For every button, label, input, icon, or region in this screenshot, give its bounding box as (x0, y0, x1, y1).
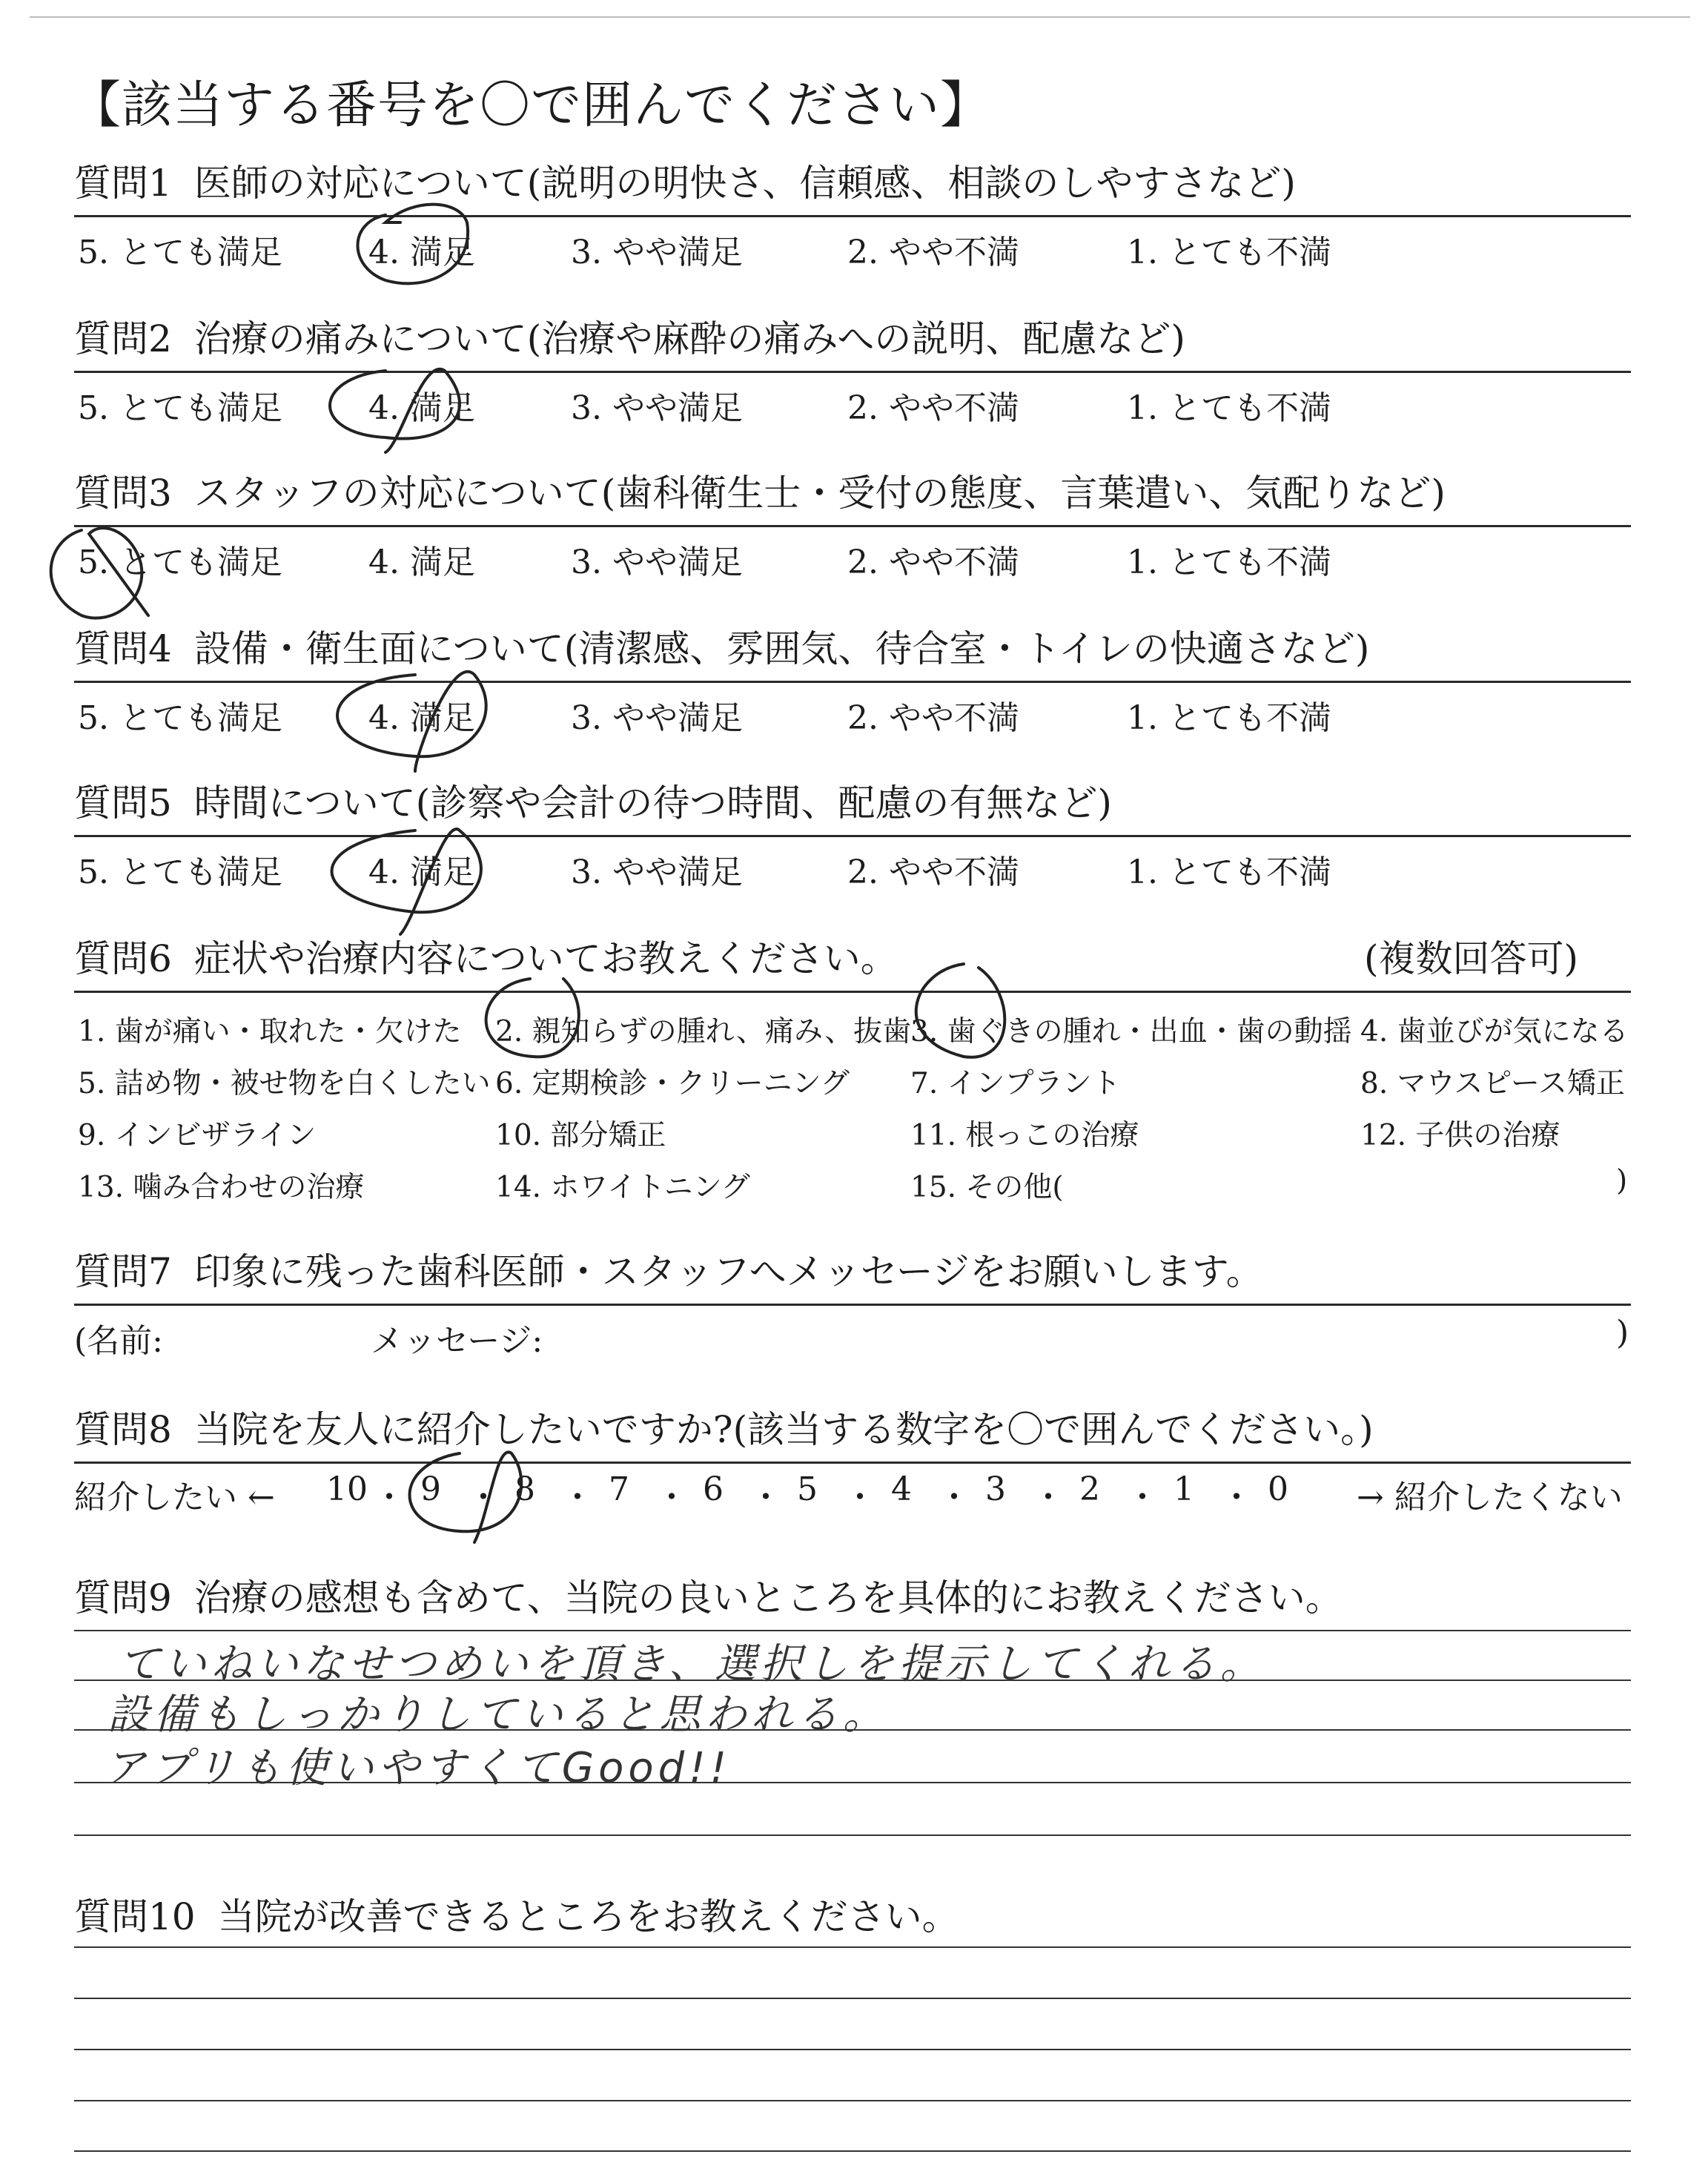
question-9 (74, 1576, 1631, 1619)
option-5[interactable]: 5. とても満足 (78, 853, 282, 891)
other-close-paren: ) (1616, 1164, 1628, 1198)
scale-separator: ・ (655, 1479, 688, 1516)
question-6 (74, 937, 1631, 1204)
message-label: メッセージ: (371, 1322, 543, 1360)
question-8 (74, 1408, 1631, 1516)
symptom-option[interactable]: 13. 噛み合わせの治療 (78, 1171, 365, 1204)
scale-value-8[interactable]: 8 (514, 1470, 535, 1508)
question-number: 質問4 (74, 627, 172, 670)
question-rule (74, 835, 1631, 837)
question-text: 医師の対応について(説明の明快さ、信頼感、相談のしやすさなど) (193, 162, 1296, 205)
scale-separator: ・ (938, 1479, 970, 1516)
question-number: 質問5 (74, 782, 172, 825)
option-2[interactable]: 2. やや不満 (847, 699, 1019, 737)
top-border (30, 16, 1690, 18)
question-rule (74, 215, 1631, 217)
question-text: スタッフの対応について(歯科衛生士・受付の態度、言葉遣い、気配りなど) (193, 472, 1446, 515)
option-1[interactable]: 1. とても不満 (1127, 389, 1331, 427)
rating-options (74, 225, 1334, 270)
scale-separator: ・ (1126, 1479, 1159, 1516)
answer-line (74, 1946, 1631, 1948)
handwritten-answer-line: 設備もしっかりしていると思われる。 (107, 1691, 889, 1739)
symptom-option[interactable]: 3. 歯ぐきの腫れ・出血・歯の動揺 (910, 1015, 1352, 1048)
scale-value-4[interactable]: 4 (891, 1470, 912, 1508)
scale-value-5[interactable]: 5 (797, 1470, 818, 1508)
form-header: 【該当する番号を〇で囲んでください】 (70, 76, 992, 135)
question-text: 時間について(診察や会計の待つ時間、配慮の有無など) (193, 782, 1112, 825)
recommend-right-label: → 紹介したくない (1357, 1479, 1623, 1516)
question-title (74, 1408, 1631, 1451)
question-rule (74, 681, 1631, 683)
answer-line (74, 1834, 1631, 1836)
option-5[interactable]: 5. とても満足 (78, 389, 282, 427)
scale-separator: ・ (373, 1479, 406, 1516)
option-4[interactable]: 4. 満足 (368, 544, 475, 581)
question-number: 質問10 (74, 1895, 196, 1938)
question-title (74, 1895, 1631, 1938)
question-rule (74, 525, 1631, 527)
option-1[interactable]: 1. とても不満 (1127, 544, 1331, 581)
question-5 (74, 782, 1631, 891)
question-text: 当院を友人に紹介したいですか?(該当する数字を〇で囲んでください。) (193, 1408, 1374, 1451)
scale-separator: ・ (561, 1479, 594, 1516)
name-label: (名前: (74, 1322, 163, 1360)
scale-separator: ・ (467, 1479, 500, 1516)
option-5[interactable]: 5. とても満足 (78, 699, 282, 737)
option-3[interactable]: 3. やや満足 (571, 544, 743, 581)
question-number: 質問8 (74, 1408, 172, 1451)
scale-value-3[interactable]: 3 (985, 1470, 1006, 1508)
question-1 (74, 162, 1631, 271)
answer-line (74, 2100, 1631, 2101)
scale-value-7[interactable]: 7 (609, 1470, 629, 1508)
scale-value-1[interactable]: 1 (1174, 1470, 1194, 1508)
question-text: 設備・衛生面について(清潔感、雰囲気、待合室・トイレの快適さなど) (193, 627, 1370, 670)
option-1[interactable]: 1. とても不満 (1127, 699, 1331, 737)
question-number: 質問6 (74, 937, 172, 980)
recommend-scale (74, 1470, 1631, 1515)
question-text: 症状や治療内容についてお教えください。 (193, 937, 898, 980)
option-4[interactable]: 4. 満足 (368, 234, 475, 271)
option-2[interactable]: 2. やや不満 (847, 389, 1019, 427)
question-title (74, 782, 1631, 825)
symptom-option[interactable]: 8. マウスピース矯正 (1360, 1067, 1625, 1100)
handwritten-answer-line: アプリも使いやすくてGood!! (104, 1744, 732, 1792)
question-10 (74, 1895, 1631, 1938)
option-3[interactable]: 3. やや満足 (571, 699, 743, 737)
question-title (74, 162, 1631, 205)
symptom-option[interactable]: 12. 子供の治療 (1360, 1119, 1560, 1152)
scale-separator: ・ (749, 1479, 782, 1516)
symptom-option[interactable]: 2. 親知らずの腫れ、痛み、抜歯 (495, 1015, 912, 1048)
question-number: 質問1 (74, 162, 172, 205)
rating-options (74, 691, 1334, 736)
symptom-option[interactable]: 7. インプラント (910, 1067, 1121, 1100)
symptom-option[interactable]: 4. 歯並びが気になる (1360, 1015, 1629, 1048)
option-3[interactable]: 3. やや満足 (571, 234, 743, 271)
option-1[interactable]: 1. とても不満 (1127, 234, 1331, 271)
option-3[interactable]: 3. やや満足 (571, 853, 743, 891)
rating-options (74, 381, 1334, 426)
scale-value-2[interactable]: 2 (1079, 1470, 1100, 1508)
answer-line (74, 2150, 1631, 2152)
question-2 (74, 317, 1631, 427)
scale-value-10[interactable]: 10 (326, 1470, 368, 1508)
question-number: 質問3 (74, 472, 172, 515)
scale-separator: ・ (844, 1479, 876, 1516)
scale-separator: ・ (1220, 1479, 1253, 1516)
multiple-answer-note: (複数回答可) (1364, 937, 1579, 980)
question-text: 印象に残った歯科医師・スタッフへメッセージをお願いします。 (193, 1250, 1263, 1293)
symptom-option[interactable]: 1. 歯が痛い・取れた・欠けた (78, 1015, 462, 1048)
question-title (74, 472, 1631, 515)
question-rule (74, 371, 1631, 373)
question-4 (74, 627, 1631, 737)
question-title (74, 1576, 1631, 1619)
scale-value-9[interactable]: 9 (420, 1470, 441, 1508)
answer-line (74, 1998, 1631, 1999)
question-title (74, 317, 1631, 360)
scale-value-6[interactable]: 6 (703, 1470, 724, 1508)
question-number: 質問7 (74, 1250, 172, 1293)
message-close-paren: ) (1616, 1314, 1629, 1352)
question-title (74, 627, 1631, 670)
symptom-option[interactable]: 9. インビザライン (78, 1119, 317, 1152)
scale-value-0[interactable]: 0 (1268, 1470, 1288, 1508)
option-3[interactable]: 3. やや満足 (571, 389, 743, 427)
symptom-option[interactable]: 11. 根っこの治療 (910, 1119, 1139, 1152)
option-5[interactable]: 5. とても満足 (78, 544, 282, 581)
handwritten-answer-line: ていねいなせつめいを頂き、選択しを提示してくれる。 (119, 1640, 1266, 1688)
question-title (74, 1250, 1631, 1293)
question-text: 治療の痛みについて(治療や麻酔の痛みへの説明、配慮など) (193, 317, 1185, 360)
option-1[interactable]: 1. とても不満 (1127, 853, 1331, 891)
symptom-option[interactable]: 5. 詰め物・被せ物を白くしたい (78, 1067, 491, 1100)
option-4[interactable]: 4. 満足 (368, 699, 475, 737)
option-4[interactable]: 4. 満足 (368, 389, 475, 427)
option-4[interactable]: 4. 満足 (368, 853, 475, 891)
option-2[interactable]: 2. やや不満 (847, 853, 1019, 891)
symptom-option[interactable]: 6. 定期検診・クリーニング (495, 1067, 850, 1100)
symptom-option[interactable]: 10. 部分矯正 (495, 1119, 666, 1152)
question-text: 治療の感想も含めて、当院の良いところを具体的にお教えください。 (193, 1576, 1343, 1619)
recommend-left-label: 紹介したい ← (74, 1479, 275, 1516)
symptom-option-other[interactable]: 15. その他( (910, 1171, 1064, 1204)
question-text: 当院が改善できるところをお教えください。 (217, 1895, 959, 1938)
question-rule (74, 1304, 1631, 1306)
symptom-option[interactable]: 14. ホワイトニング (495, 1171, 750, 1204)
question-rule (74, 991, 1631, 993)
scale-separator: ・ (1032, 1479, 1065, 1516)
option-2[interactable]: 2. やや不満 (847, 234, 1019, 271)
question-7 (74, 1250, 1631, 1360)
question-rule (74, 1462, 1631, 1464)
rating-options (74, 845, 1334, 890)
question-number: 質問2 (74, 317, 172, 360)
option-5[interactable]: 5. とても満足 (78, 234, 282, 271)
rating-options (74, 535, 1334, 580)
option-2[interactable]: 2. やや不満 (847, 544, 1019, 581)
question-number: 質問9 (74, 1576, 172, 1619)
answer-line (74, 2049, 1631, 2050)
question-3 (74, 472, 1631, 581)
